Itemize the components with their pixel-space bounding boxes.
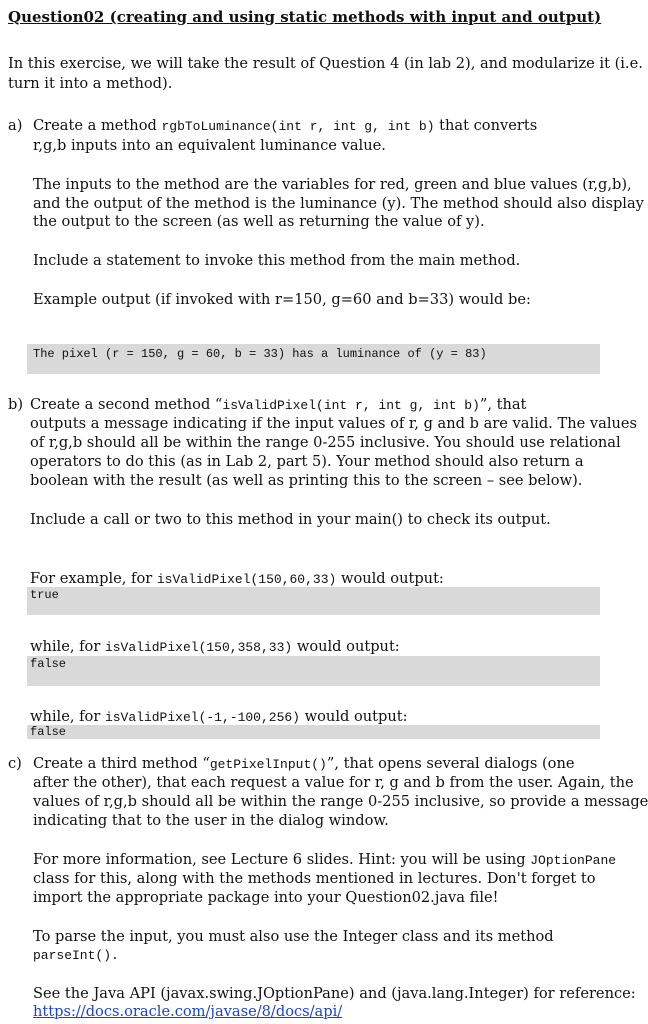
part-c-para2-pre: For more information, see Lecture 6 slides. Hint: you will be using bbox=[33, 851, 531, 868]
example-3-output-box bbox=[27, 725, 600, 739]
part-c-para4: See the Java API (javax.swing.JOptionPane) and (java.lang.Integer) for reference: bbox=[33, 985, 636, 1002]
example-2-caption bbox=[30, 637, 400, 657]
get-pixel-input-signature: getPixelInput() bbox=[209, 757, 327, 772]
part-a-text-pre: Create a method bbox=[33, 117, 162, 134]
example-2-post: would output: bbox=[292, 638, 400, 655]
part-b-label: b) bbox=[8, 396, 24, 413]
example-1-pre: For example, for bbox=[30, 570, 157, 587]
joptionpane-code: JOptionPane bbox=[530, 853, 617, 868]
example-1-output: true bbox=[30, 588, 59, 602]
part-c-line-1 bbox=[33, 754, 575, 774]
intro-line-1: In this exercise, we will take the result of Question 4 (in lab 2), and modularize it (i.e. bbox=[8, 55, 643, 72]
example-3-call: isValidPixel(-1,-100,256) bbox=[104, 710, 300, 725]
page-title: Question02 (creating and using static methods with input and output) bbox=[8, 8, 602, 26]
part-a-para2-line-2: and the output of the method is the luminance (y). The method should also display bbox=[33, 195, 644, 212]
part-c-para2-line-3: import the appropriate package into your Question02.java file! bbox=[33, 889, 499, 906]
part-b-line-4: operators to do this (as in Lab 2, part 5). Your method should also return a bbox=[30, 453, 584, 470]
example-3-output: false bbox=[30, 725, 67, 739]
part-b-para2: Include a call or two to this method in your main() to check its output. bbox=[30, 511, 551, 528]
part-a-label: a) bbox=[8, 117, 23, 134]
part-a-para3: Include a statement to invoke this method from the main method. bbox=[33, 252, 521, 269]
part-c-line-3: values of r,g,b should all be within the range 0-255 inclusive, so provide a message bbox=[33, 793, 648, 810]
parse-int-code: parseInt(). bbox=[33, 948, 119, 963]
part-c-line-4: indicating that to the user in the dialog window. bbox=[33, 812, 389, 829]
example-1-caption bbox=[30, 569, 444, 589]
part-c-para2-line-2: class for this, along with the methods mentioned in lectures. Don't forget to bbox=[33, 870, 596, 887]
example-2-call: isValidPixel(150,358,33) bbox=[104, 640, 293, 655]
example-2-output-box bbox=[27, 656, 600, 686]
part-b-text-pre: Create a second method “ bbox=[30, 396, 223, 413]
example-3-pre: while, for bbox=[30, 708, 105, 725]
part-a-line-2: r,g,b inputs into an equivalent luminance value. bbox=[33, 137, 386, 154]
part-a-para4: Example output (if invoked with r=150, g=60 and b=33) would be: bbox=[33, 291, 531, 308]
part-a-text-post: that converts bbox=[434, 117, 538, 134]
part-a-para2-line-1: The inputs to the method are the variables for red, green and blue values (r,g,b), bbox=[33, 176, 632, 193]
intro-line-2: turn it into a method). bbox=[8, 75, 173, 92]
part-c-para3-line-1: To parse the input, you must also use the Integer class and its method bbox=[33, 928, 554, 945]
part-b-line-1 bbox=[30, 395, 526, 415]
part-a-line-1 bbox=[33, 116, 537, 136]
part-c-label: c) bbox=[8, 755, 22, 772]
part-b-text-post: ”, that bbox=[479, 396, 527, 413]
example-2-pre: while, for bbox=[30, 638, 105, 655]
example-3-caption bbox=[30, 707, 408, 727]
example-1-post: would output: bbox=[336, 570, 444, 587]
part-b-line-3: of r,g,b should all be within the range 0-255 inclusive. You should use relational bbox=[30, 434, 621, 451]
part-c-line-2: after the other), that each request a value for r, g and b from the user. Again, the bbox=[33, 774, 634, 791]
example-1-output-box bbox=[27, 587, 600, 615]
part-a-para2-line-3: the output to the screen (as well as returning the value of y). bbox=[33, 213, 485, 230]
part-b-line-2: outputs a message indicating if the input values of r, g and b are valid. The values bbox=[30, 415, 638, 432]
example-1-call: isValidPixel(150,60,33) bbox=[156, 572, 337, 587]
part-b-line-5: boolean with the result (as well as printing this to the screen – see below). bbox=[30, 472, 583, 489]
example-3-post: would output: bbox=[300, 708, 408, 725]
part-c-text-post: ”, that opens several dialogs (one bbox=[326, 755, 575, 772]
is-valid-pixel-signature: isValidPixel(int r, int g, int b) bbox=[222, 398, 480, 413]
example-output-text: The pixel (r = 150, g = 60, b = 33) has a luminance of (y = 83) bbox=[33, 347, 487, 361]
rgb-to-luminance-signature: rgbToLuminance(int r, int g, int b) bbox=[161, 119, 435, 134]
java-api-link[interactable]: https://docs.oracle.com/javase/8/docs/api/ bbox=[33, 1003, 343, 1020]
part-c-text-pre: Create a third method “ bbox=[33, 755, 210, 772]
example-2-output: false bbox=[30, 657, 67, 671]
part-c-para2-line-1 bbox=[33, 850, 616, 870]
